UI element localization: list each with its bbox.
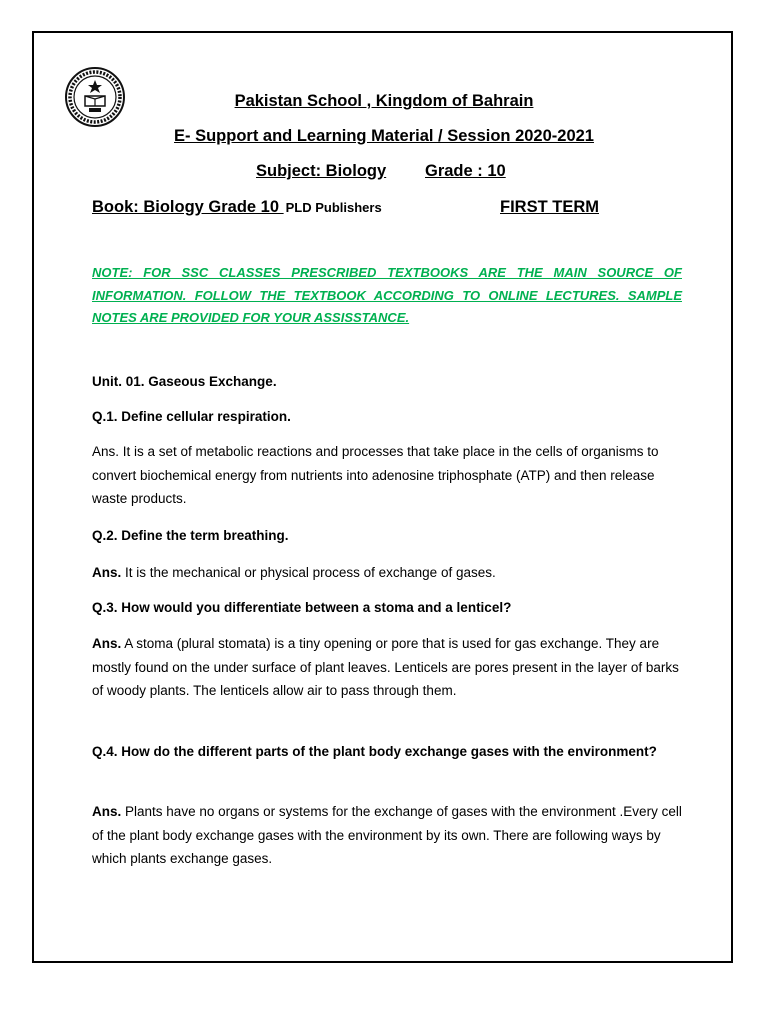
question-4: Q.4. How do the different parts of the plant body exchange gases with the environment? bbox=[92, 744, 657, 759]
session-title: E- Support and Learning Material / Session 2020-2021 bbox=[174, 127, 594, 145]
answer-4 bbox=[92, 800, 682, 871]
answer-text: A stoma (plural stomata) is a tiny opening or pore that is used for gas exchange. They are mostly found on the under surface of plant leaves. Lenticels are pores present in the layer of barks of woody plants. The lenticels allow air to pass through them. bbox=[92, 636, 679, 698]
answer-text: It is the mechanical or physical process of exchange of gases. bbox=[125, 565, 496, 580]
book-row bbox=[92, 198, 712, 217]
note-text: NOTE: FOR SSC CLASSES PRESCRIBED TEXTBOOKS ARE THE MAIN SOURCE OF INFORMATION. FOLLOW THE TEXTBOOK ACCORDING TO ONLINE LECTURES. SAMPLE NOTES ARE PROVIDED FOR YOUR ASSISSTANCE. bbox=[92, 265, 682, 325]
book-label: Book: Biology Grade 10 bbox=[92, 198, 284, 216]
answer-label: Ans. bbox=[92, 636, 122, 651]
subject-label: Subject: Biology bbox=[256, 162, 387, 180]
answer-text: It is a set of metabolic reactions and processes that take place in the cells of organisms to convert biochemical energy from nutrients into adenosine triphosphate (ATP) and then release waste products. bbox=[92, 444, 659, 506]
publisher-label: PLD Publishers bbox=[285, 200, 382, 215]
grade-label: Grade : 10 bbox=[425, 162, 506, 180]
answer-1 bbox=[92, 440, 682, 511]
answer-label: Ans. bbox=[92, 444, 120, 459]
answer-3 bbox=[92, 632, 682, 703]
answer-label: Ans. bbox=[92, 565, 122, 580]
answer-2 bbox=[92, 561, 682, 585]
question-2: Q.2. Define the term breathing. bbox=[92, 528, 289, 543]
unit-heading: Unit. 01. Gaseous Exchange. bbox=[92, 374, 277, 389]
school-title: Pakistan School , Kingdom of Bahrain bbox=[234, 92, 534, 110]
answer-text: Plants have no organs or systems for the exchange of gases with the environment .Every cell of the plant body exchange gases with the environment by its own. There are following ways by which plants exchange gases. bbox=[92, 804, 682, 866]
question-3: Q.3. How would you differentiate between a stoma and a lenticel? bbox=[92, 600, 512, 615]
answer-label: Ans. bbox=[92, 804, 122, 819]
term-label: FIRST TERM bbox=[500, 198, 599, 216]
question-1: Q.1. Define cellular respiration. bbox=[92, 409, 291, 424]
